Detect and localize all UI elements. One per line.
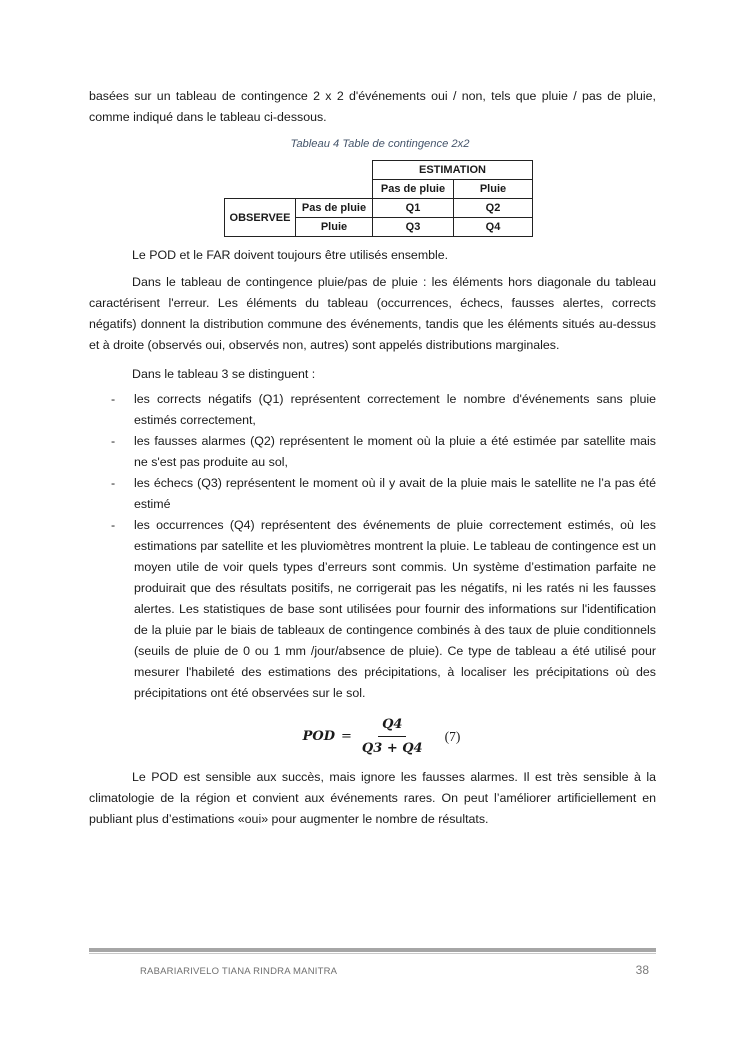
equation-numerator: Q4	[378, 714, 406, 737]
equation-equals: =	[341, 729, 352, 744]
table-header-rain: Pluie	[454, 180, 533, 199]
table-cell-q2: Q2	[454, 199, 533, 218]
paragraph-pod-far: Le POD et le FAR doivent toujours être utilisés ensemble.	[132, 248, 449, 262]
list-marker: -	[111, 518, 116, 532]
table-cell-q4: Q4	[454, 218, 533, 237]
table-empty-cell	[225, 161, 296, 180]
table-row-header-2	[225, 180, 533, 199]
list-marker: -	[111, 476, 116, 490]
table-header-no-rain: Pas de pluie	[373, 180, 454, 199]
list-item-text: les échecs (Q3) représentent le moment où il y avait de la pluie mais le satellite ne l’a pas été estimé	[134, 476, 656, 511]
page-number: 38	[635, 963, 649, 977]
table-header-estimation: ESTIMATION	[373, 161, 533, 180]
table-row-header-1	[225, 161, 533, 180]
equation-denominator: Q3 + Q4	[361, 741, 423, 756]
dash-list	[89, 389, 656, 704]
list-item-text: les fausses alarmes (Q2) représentent le moment où la pluie a été estimée par satellite mais ne s'est pas produite au sol,	[134, 434, 656, 469]
equation-pod	[89, 714, 656, 759]
footer-author: RABARIARIVELO TIANA RINDRA MANITRA	[140, 966, 338, 977]
list-item-text: les occurrences (Q4) représentent des événements de pluie correctement estimés, où les estimations par satellite et les pluviomètres montrent la pluie. Le tableau de contingence est un moyen utile de voir quels types d’erreurs sont commis. Un système d’estimation parfaite ne produirait que des résultats positifs, ne corrigerait pas les négatifs, ni les ratés ni les fausses alertes. Les statistiques de base sont utilisées pour fournir des informations sur l'identification de la pluie par le biais de tableaux de contingence combinés à des taux de pluie conditionnels (seuils de pluie de 0 ou 1 mm /jour/absence de pluie). Ce type de tableau a été utilisé pour mesurer l'habileté des estimations des précipitations, à localiser les précipitations où des précipitations ont été observées sur le sol.	[134, 518, 656, 700]
list-item	[89, 473, 656, 515]
table-caption: Tableau 4 Table de contingence 2x2	[290, 138, 470, 150]
list-marker: -	[111, 392, 116, 406]
table-cell-q1: Q1	[373, 199, 454, 218]
footer-rule	[89, 948, 656, 955]
paragraph-contingency: Dans le tableau de contingence pluie/pas de pluie : les éléments hors diagonale du tableau caractérisent l'erreur. Les éléments du tableau (occurrences, échecs, fausses alertes, corrects négatifs) donnent la distribution commune des événements, tandis que les éléments situés au-dessus et à droite (observés oui, observés non, autres) sont appelés distributions marginales.	[89, 275, 656, 352]
table-row-label-no-rain: Pas de pluie	[296, 199, 373, 218]
equation-number: (7)	[444, 729, 461, 744]
list-item	[89, 431, 656, 473]
paragraph-intro: basées sur un tableau de contingence 2 x 2 d'événements oui / non, tels que pluie / pas de pluie, comme indiqué dans le tableau ci-dessous.	[89, 89, 656, 124]
paragraph-pod-sensitive: Le POD est sensible aux succès, mais ignore les fausses alarmes. Il est très sensible à la climatologie de la région et convient aux événements rares. On peut l’améliorer artificiellement en publiant plus d’estimations «oui» pour augmenter le nombre de résultats.	[89, 770, 656, 826]
list-item	[89, 389, 656, 431]
equation-fraction	[358, 714, 427, 759]
table-row-label-rain: Pluie	[296, 218, 373, 237]
page-body	[89, 86, 656, 830]
list-item-text: les corrects négatifs (Q1) représentent correctement le nombre d'événements sans pluie estimés correctement,	[134, 392, 656, 427]
table-empty-cell	[225, 180, 296, 199]
table-row	[225, 199, 533, 218]
table-empty-cell	[296, 161, 373, 180]
table-cell-q3: Q3	[373, 218, 454, 237]
list-marker: -	[111, 434, 116, 448]
table-empty-cell	[296, 180, 373, 199]
contingency-table	[224, 160, 533, 237]
paragraph-distinguish: Dans le tableau 3 se distinguent :	[132, 367, 316, 381]
list-item	[89, 515, 656, 704]
equation-lhs: POD	[302, 729, 336, 744]
contingency-table-wrap	[89, 160, 656, 237]
table-header-observee: OBSERVEE	[225, 199, 296, 237]
